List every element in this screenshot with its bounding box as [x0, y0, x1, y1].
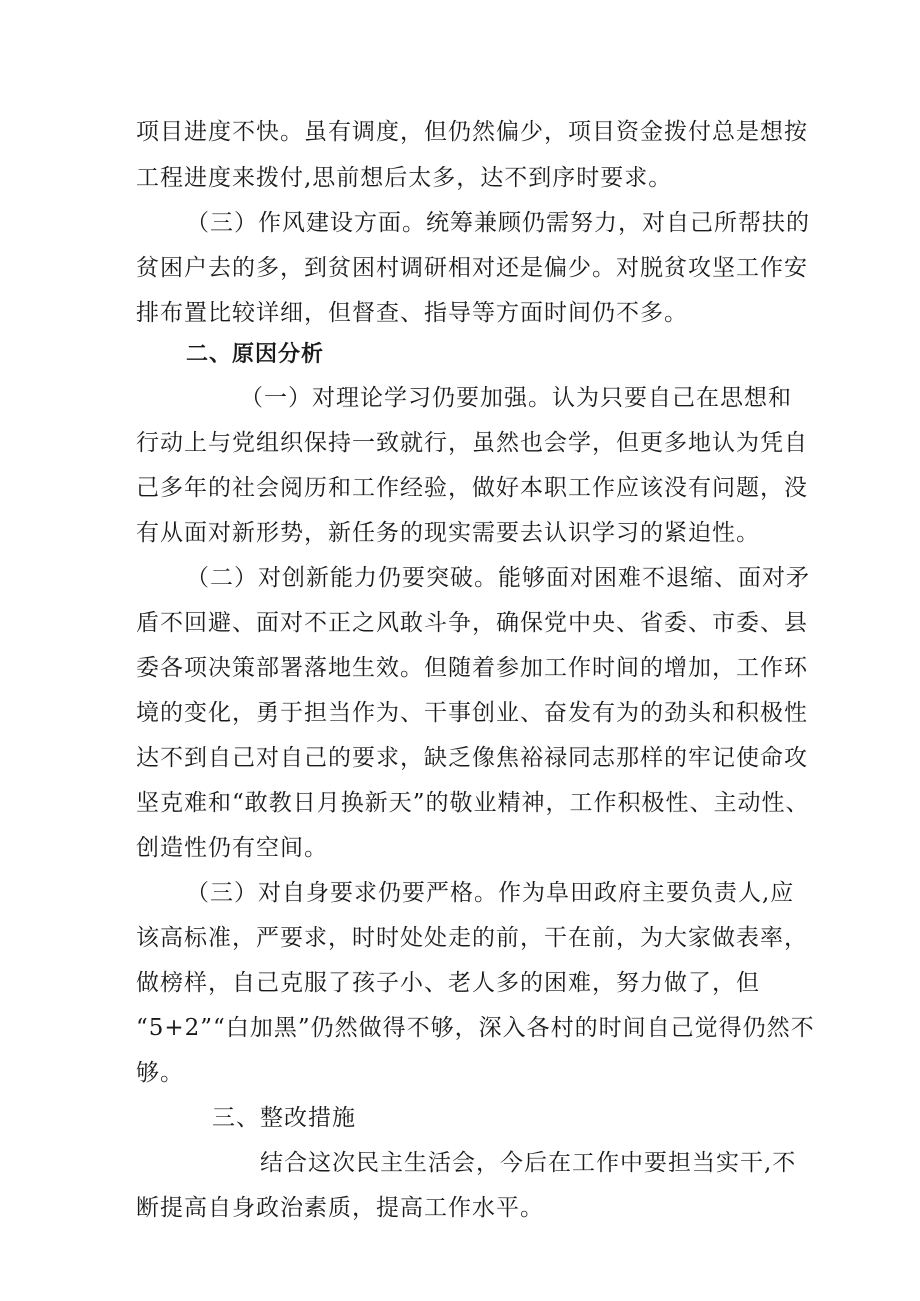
- paragraph-line: 结合这次民主生活会，今后在工作中要担当实干,不: [260, 1150, 797, 1176]
- paragraph-line: 坚克难和“敢教日月换新天”的敬业精神，工作积极性、主动性、: [136, 790, 810, 816]
- paragraph-line: 该高标准，严要求，时时处处走的前，干在前，为大家做表率，: [136, 925, 808, 951]
- paragraph-line: （二）对创新能力仍要突破。能够面对困难不退缩、面对矛: [186, 565, 810, 591]
- paragraph-line: “5+2”“白加黑”仍然做得不够，深入各村的时间自己觉得仍然不: [136, 1015, 815, 1041]
- paragraph-line: （三）作风建设方面。统筹兼顾仍需努力，对自己所帮扶的: [186, 210, 810, 236]
- paragraph-line: 盾不回避、面对不正之风敢斗争，确保党中央、省委、市委、县: [136, 610, 808, 636]
- paragraph-line: 行动上与党组织保持一致就行，虽然也会学，但更多地认为凭自: [136, 430, 808, 456]
- paragraph-line: （一）对理论学习仍要加强。认为只要自己在思想和: [240, 385, 792, 411]
- section-heading: 三、整改措施: [212, 1105, 356, 1131]
- paragraph-line: 够。: [136, 1060, 184, 1086]
- paragraph-line: 贫困户去的多，到贫困村调研相对还是偏少。对脱贫攻坚工作安: [136, 255, 808, 281]
- paragraph-line: 工程进度来拨付,思前想后太多，达不到序时要求。: [136, 165, 673, 191]
- paragraph-line: 境的变化，勇于担当作为、干事创业、奋发有为的劲头和积极性: [136, 700, 808, 726]
- paragraph-line: 创造性仍有空间。: [136, 835, 328, 861]
- paragraph-line: 达不到自己对自己的要求，缺乏像焦裕禄同志那样的牢记使命攻: [136, 745, 808, 771]
- paragraph-line: （三）对自身要求仍要严格。作为阜田政府主要负责人,应: [186, 880, 795, 906]
- paragraph-line: 委各项决策部署落地生效。但随着参加工作时间的增加，工作环: [136, 655, 808, 681]
- paragraph-line: 断提高自身政治素质，提高工作水平。: [136, 1195, 544, 1221]
- paragraph-line: 项目进度不快。虽有调度，但仍然偏少，项目资金拨付总是想按: [136, 119, 808, 145]
- paragraph-line: 有从面对新形势，新任务的现实需要去认识学习的紧迫性。: [136, 520, 760, 546]
- paragraph-line: 做榜样，自己克服了孩子小、老人多的困难，努力做了，但: [136, 970, 760, 996]
- section-heading: 二、原因分析: [186, 342, 325, 367]
- paragraph-line: 排布置比较详细，但督查、指导等方面时间仍不多。: [136, 300, 688, 326]
- paragraph-line: 己多年的社会阅历和工作经验，做好本职工作应该没有问题，没: [136, 475, 808, 501]
